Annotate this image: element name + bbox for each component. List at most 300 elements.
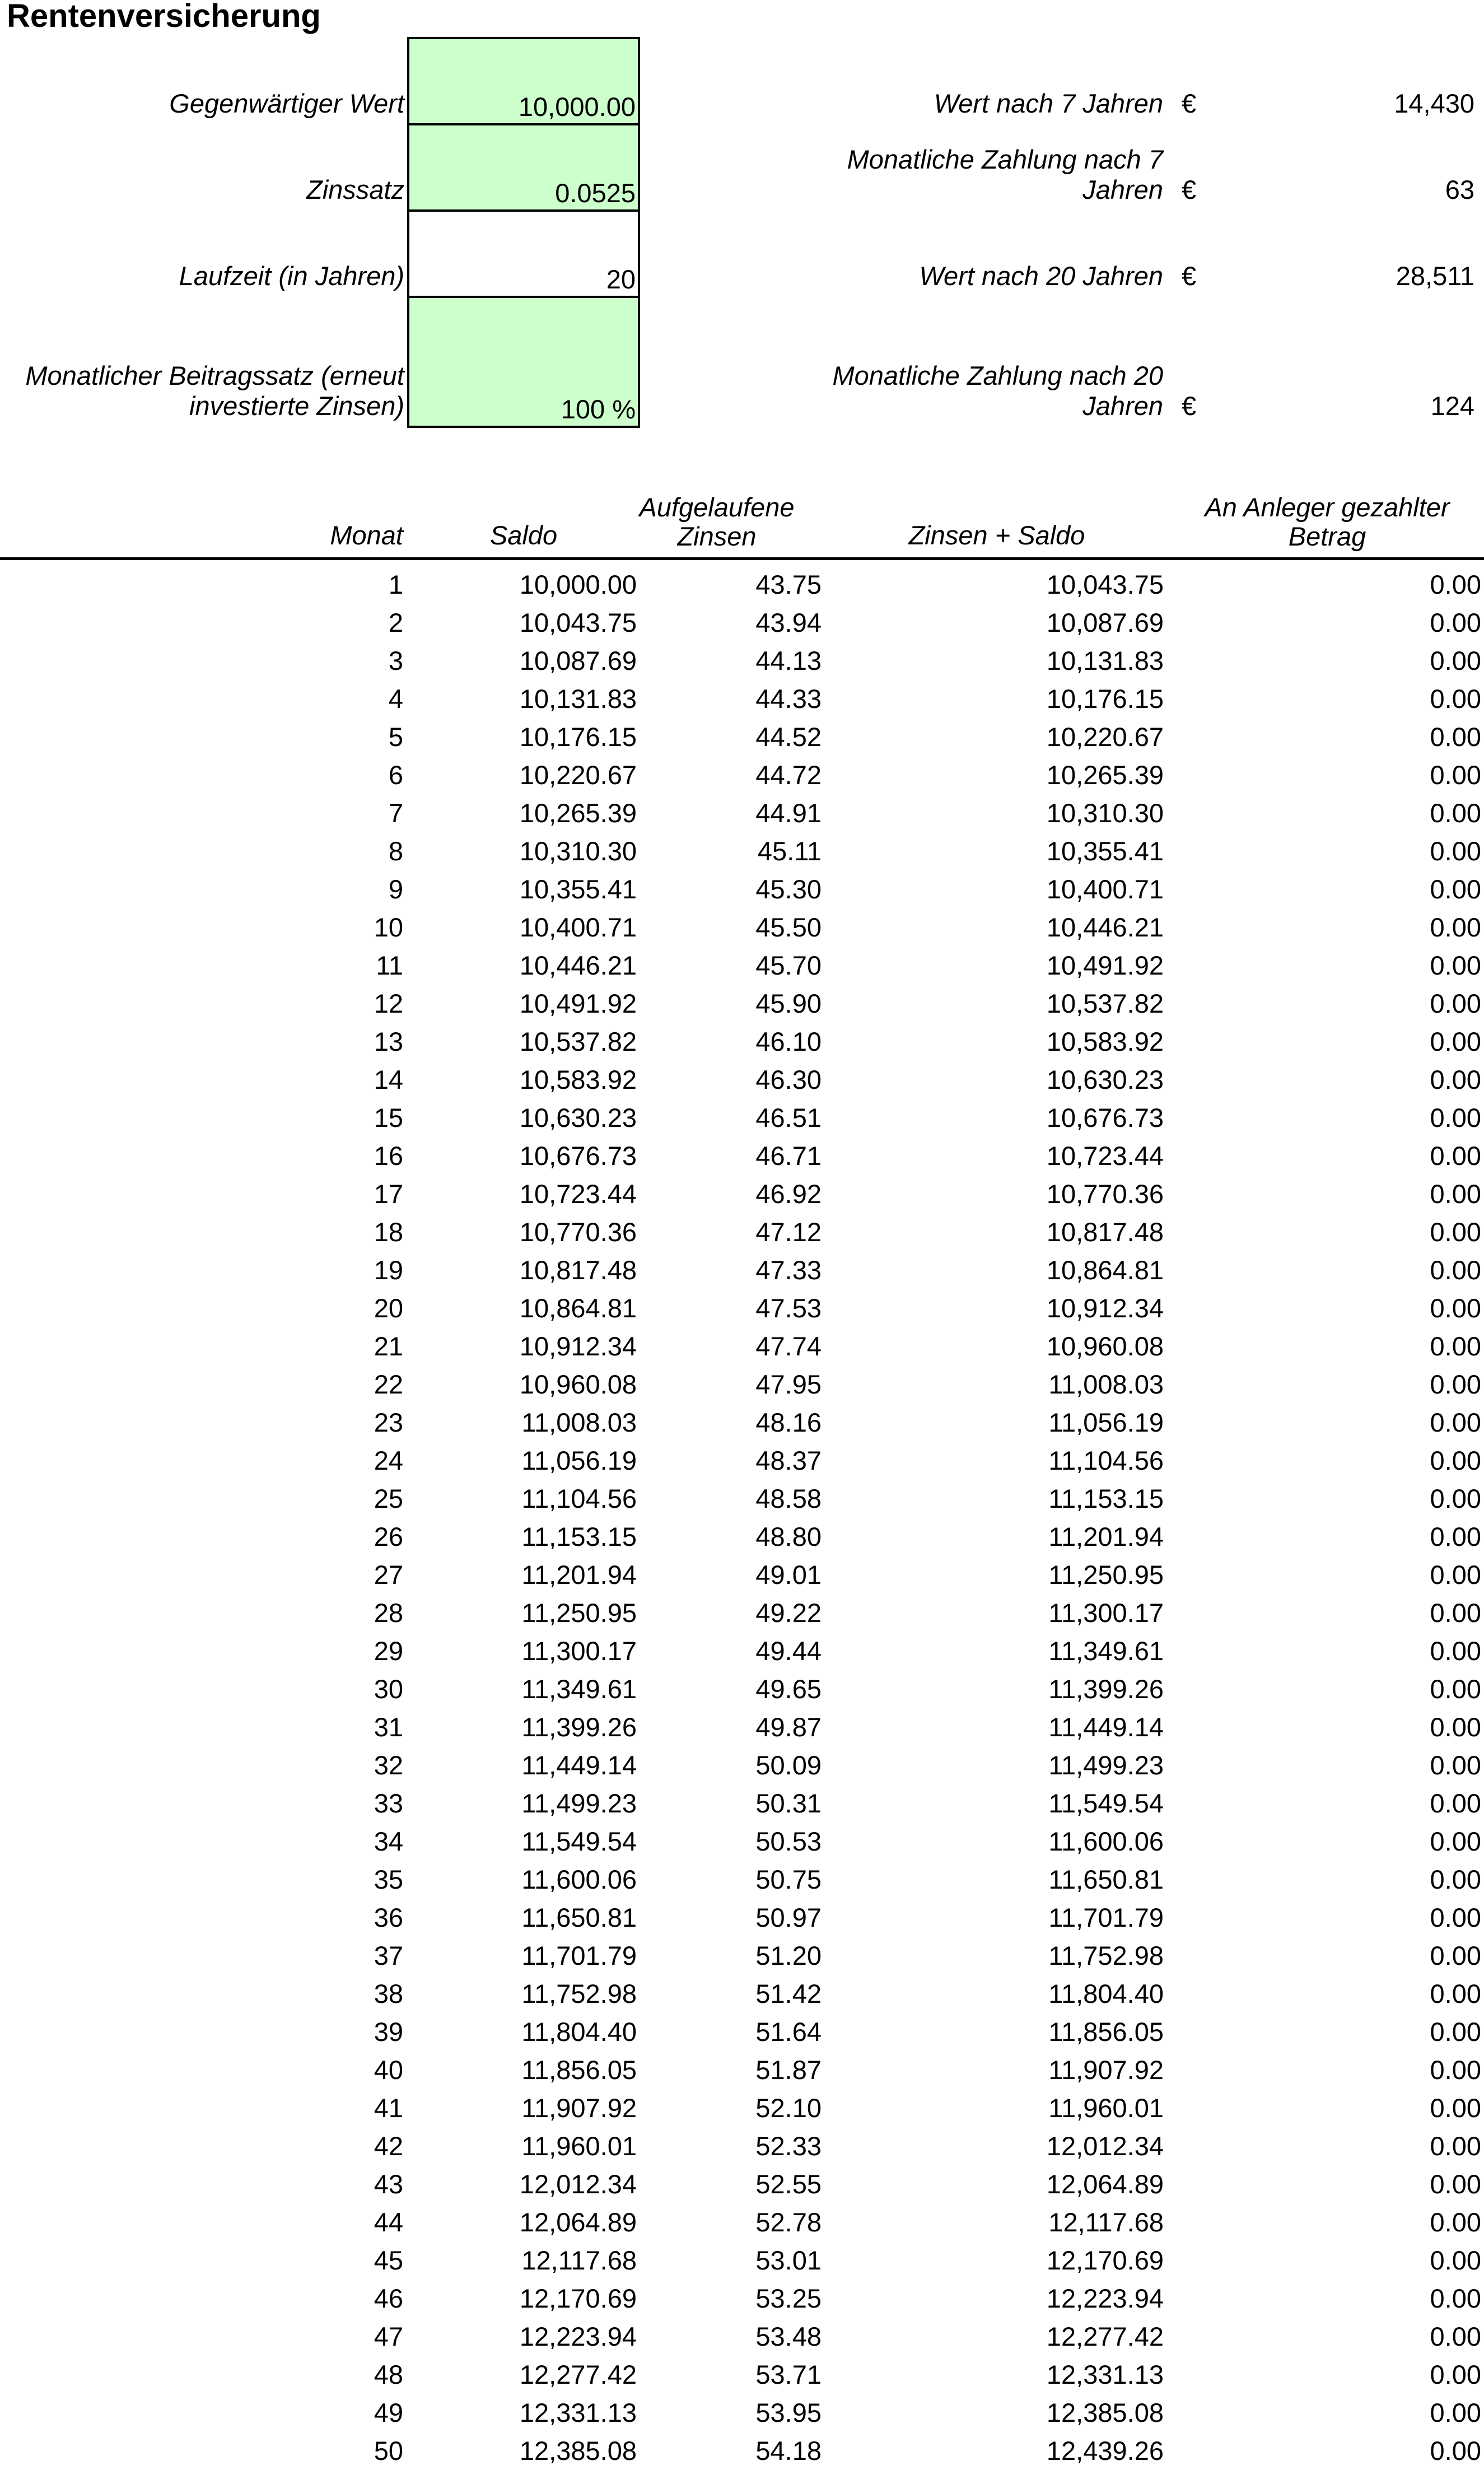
cell-paid-to-investor[interactable]: 0.00 bbox=[1430, 1826, 1481, 1856]
result-label-value-7y: Wert nach 7 Jahren bbox=[934, 88, 1163, 118]
cell-interest-plus-balance[interactable]: 10,310.30 bbox=[1046, 798, 1164, 828]
cell-accrued-interest[interactable]: 46.30 bbox=[755, 1065, 822, 1094]
cell-balance[interactable]: 11,449.14 bbox=[521, 1750, 637, 1780]
table-row bbox=[0, 1061, 1484, 1099]
cell-accrued-interest[interactable]: 53.95 bbox=[755, 2398, 822, 2427]
cell-balance[interactable]: 11,701.79 bbox=[521, 1941, 637, 1970]
result-label-payment-20y-line1: Monatliche Zahlung nach 20 bbox=[832, 361, 1163, 390]
cell-paid-to-investor[interactable]: 0.00 bbox=[1430, 836, 1481, 866]
table-row bbox=[0, 2432, 1484, 2470]
cell-interest-plus-balance[interactable]: 11,153.15 bbox=[1048, 1484, 1164, 1513]
cell-paid-to-investor[interactable]: 0.00 bbox=[1430, 1750, 1481, 1780]
cell-accrued-interest[interactable]: 45.70 bbox=[755, 950, 822, 980]
cell-interest-plus-balance[interactable]: 11,549.54 bbox=[1048, 1788, 1164, 1818]
cell-balance[interactable]: 10,537.82 bbox=[519, 1027, 637, 1056]
table-row bbox=[0, 1632, 1484, 1670]
cell-interest-plus-balance[interactable]: 11,449.14 bbox=[1048, 1712, 1164, 1742]
cell-paid-to-investor[interactable]: 0.00 bbox=[1430, 2360, 1481, 2389]
cell-interest-plus-balance[interactable]: 10,912.34 bbox=[1046, 1293, 1164, 1323]
cell-paid-to-investor[interactable]: 0.00 bbox=[1430, 1293, 1481, 1323]
cell-interest-plus-balance[interactable]: 10,723.44 bbox=[1046, 1141, 1164, 1171]
result-payment-20y: 124 bbox=[1430, 391, 1474, 421]
cell-paid-to-investor[interactable]: 0.00 bbox=[1430, 1331, 1481, 1361]
cell-month[interactable]: 16 bbox=[374, 1141, 403, 1171]
result-currency-payment-7y: € bbox=[1182, 175, 1197, 204]
cell-accrued-interest[interactable]: 46.92 bbox=[755, 1179, 822, 1209]
cell-paid-to-investor[interactable]: 0.00 bbox=[1430, 2055, 1481, 2085]
result-label-value-20y: Wert nach 20 Jahren bbox=[919, 261, 1163, 291]
cell-month[interactable]: 23 bbox=[374, 1408, 403, 1437]
cell-month[interactable]: 42 bbox=[374, 2131, 403, 2161]
cell-month[interactable]: 22 bbox=[374, 1369, 403, 1399]
table-row bbox=[0, 1213, 1484, 1251]
table-row bbox=[0, 1861, 1484, 1899]
cell-balance[interactable]: 10,960.08 bbox=[519, 1369, 637, 1399]
cell-accrued-interest[interactable]: 44.91 bbox=[755, 798, 822, 828]
cell-interest-plus-balance[interactable]: 11,201.94 bbox=[1048, 1522, 1164, 1551]
cell-paid-to-investor[interactable]: 0.00 bbox=[1430, 950, 1481, 980]
cell-interest-plus-balance[interactable]: 11,300.17 bbox=[1048, 1598, 1164, 1628]
cell-paid-to-investor[interactable]: 0.00 bbox=[1430, 1636, 1481, 1666]
sheet-title: Rentenversicherung bbox=[7, 0, 321, 34]
cell-month[interactable]: 49 bbox=[374, 2398, 403, 2427]
table-row bbox=[0, 566, 1484, 604]
cell-interest-plus-balance[interactable]: 10,265.39 bbox=[1046, 760, 1164, 790]
cell-interest-plus-balance[interactable]: 10,176.15 bbox=[1046, 684, 1164, 714]
cell-accrued-interest[interactable]: 53.25 bbox=[755, 2283, 822, 2313]
interest-rate-cell[interactable] bbox=[407, 123, 640, 212]
cell-balance[interactable]: 10,000.00 bbox=[519, 570, 637, 599]
cell-month[interactable]: 12 bbox=[374, 989, 403, 1018]
cell-paid-to-investor[interactable]: 0.00 bbox=[1430, 2169, 1481, 2199]
cell-month[interactable]: 24 bbox=[374, 1446, 403, 1475]
cell-month[interactable]: 2 bbox=[388, 608, 403, 637]
result-label-payment-7y bbox=[715, 145, 1163, 205]
cell-balance[interactable]: 11,856.05 bbox=[521, 2055, 637, 2085]
cell-paid-to-investor[interactable]: 0.00 bbox=[1430, 1979, 1481, 2008]
cell-paid-to-investor[interactable]: 0.00 bbox=[1430, 1788, 1481, 1818]
cell-paid-to-investor[interactable]: 0.00 bbox=[1430, 2436, 1481, 2466]
cell-balance[interactable]: 10,446.21 bbox=[519, 950, 637, 980]
cell-interest-plus-balance[interactable]: 12,223.94 bbox=[1046, 2283, 1164, 2313]
cell-accrued-interest[interactable]: 50.97 bbox=[755, 1903, 822, 1932]
header-paid-to-investor bbox=[1182, 493, 1473, 551]
cell-paid-to-investor[interactable]: 0.00 bbox=[1430, 1179, 1481, 1209]
cell-interest-plus-balance[interactable]: 10,491.92 bbox=[1046, 950, 1164, 980]
cell-accrued-interest[interactable]: 52.78 bbox=[755, 2207, 822, 2237]
cell-balance[interactable]: 11,250.95 bbox=[521, 1598, 637, 1628]
cell-balance[interactable]: 11,600.06 bbox=[521, 1865, 637, 1894]
cell-accrued-interest[interactable]: 45.50 bbox=[755, 912, 822, 942]
cell-month[interactable]: 50 bbox=[374, 2436, 403, 2466]
table-row bbox=[0, 2127, 1484, 2165]
cell-paid-to-investor[interactable]: 0.00 bbox=[1430, 1941, 1481, 1970]
cell-month[interactable]: 35 bbox=[374, 1865, 403, 1894]
cell-balance[interactable]: 10,583.92 bbox=[519, 1065, 637, 1094]
cell-interest-plus-balance[interactable]: 12,331.13 bbox=[1046, 2360, 1164, 2389]
table-row bbox=[0, 2280, 1484, 2318]
cell-paid-to-investor[interactable]: 0.00 bbox=[1430, 608, 1481, 637]
cell-balance[interactable]: 12,064.89 bbox=[519, 2207, 637, 2237]
cell-balance[interactable]: 11,752.98 bbox=[521, 1979, 637, 2008]
cell-month[interactable]: 3 bbox=[388, 646, 403, 675]
table-row bbox=[0, 1937, 1484, 1975]
table-row bbox=[0, 1556, 1484, 1594]
cell-interest-plus-balance[interactable]: 10,043.75 bbox=[1046, 570, 1164, 599]
cell-month[interactable]: 43 bbox=[374, 2169, 403, 2199]
cell-accrued-interest[interactable]: 53.48 bbox=[755, 2322, 822, 2351]
cell-accrued-interest[interactable]: 50.31 bbox=[755, 1788, 822, 1818]
cell-balance[interactable]: 12,331.13 bbox=[519, 2398, 637, 2427]
term-years-cell[interactable] bbox=[407, 209, 640, 298]
cell-paid-to-investor[interactable]: 0.00 bbox=[1430, 2093, 1481, 2123]
cell-month[interactable]: 25 bbox=[374, 1484, 403, 1513]
cell-interest-plus-balance[interactable]: 11,349.61 bbox=[1048, 1636, 1164, 1666]
cell-accrued-interest[interactable]: 43.75 bbox=[755, 570, 822, 599]
cell-paid-to-investor[interactable]: 0.00 bbox=[1430, 1103, 1481, 1133]
cell-paid-to-investor[interactable]: 0.00 bbox=[1430, 874, 1481, 904]
cell-interest-plus-balance[interactable]: 10,220.67 bbox=[1046, 722, 1164, 752]
cell-month[interactable]: 11 bbox=[376, 950, 403, 980]
cell-interest-plus-balance[interactable]: 11,701.79 bbox=[1048, 1903, 1164, 1932]
cell-accrued-interest[interactable]: 44.13 bbox=[755, 646, 822, 675]
result-label-payment-20y bbox=[715, 361, 1163, 421]
result-currency-value-7y: € bbox=[1182, 88, 1197, 118]
cell-interest-plus-balance[interactable]: 10,537.82 bbox=[1046, 989, 1164, 1018]
cell-interest-plus-balance[interactable]: 10,400.71 bbox=[1046, 874, 1164, 904]
cell-balance[interactable]: 11,549.54 bbox=[521, 1826, 637, 1856]
cell-interest-plus-balance[interactable]: 10,770.36 bbox=[1046, 1179, 1164, 1209]
cell-balance[interactable]: 11,650.81 bbox=[521, 1903, 637, 1932]
cell-interest-plus-balance[interactable]: 11,399.26 bbox=[1048, 1674, 1164, 1704]
cell-paid-to-investor[interactable]: 0.00 bbox=[1430, 570, 1481, 599]
table-row bbox=[0, 680, 1484, 718]
cell-paid-to-investor[interactable]: 0.00 bbox=[1430, 1560, 1481, 1590]
cell-paid-to-investor[interactable]: 0.00 bbox=[1430, 798, 1481, 828]
cell-balance[interactable]: 12,170.69 bbox=[519, 2283, 637, 2313]
cell-interest-plus-balance[interactable]: 11,499.23 bbox=[1048, 1750, 1164, 1780]
cell-month[interactable]: 45 bbox=[374, 2245, 403, 2275]
cell-balance[interactable]: 11,300.17 bbox=[521, 1636, 637, 1666]
cell-accrued-interest[interactable]: 47.33 bbox=[755, 1255, 822, 1285]
cell-accrued-interest[interactable]: 47.74 bbox=[755, 1331, 822, 1361]
cell-balance[interactable]: 10,864.81 bbox=[519, 1293, 637, 1323]
cell-interest-plus-balance[interactable]: 12,439.26 bbox=[1046, 2436, 1164, 2466]
cell-interest-plus-balance[interactable]: 11,907.92 bbox=[1048, 2055, 1164, 2085]
cell-interest-plus-balance[interactable]: 10,355.41 bbox=[1046, 836, 1164, 866]
cell-month[interactable]: 30 bbox=[374, 1674, 403, 1704]
cell-balance[interactable]: 12,012.34 bbox=[519, 2169, 637, 2199]
cell-paid-to-investor[interactable]: 0.00 bbox=[1430, 722, 1481, 752]
cell-month[interactable]: 21 bbox=[374, 1331, 403, 1361]
cell-accrued-interest[interactable]: 48.80 bbox=[755, 1522, 822, 1551]
cell-interest-plus-balance[interactable]: 10,583.92 bbox=[1046, 1027, 1164, 1056]
cell-accrued-interest[interactable]: 53.71 bbox=[755, 2360, 822, 2389]
table-row bbox=[0, 1899, 1484, 1937]
cell-month[interactable]: 5 bbox=[388, 722, 403, 752]
cell-month[interactable]: 13 bbox=[374, 1027, 403, 1056]
cell-month[interactable]: 40 bbox=[374, 2055, 403, 2085]
cell-month[interactable]: 47 bbox=[374, 2322, 403, 2351]
cell-month[interactable]: 8 bbox=[388, 836, 403, 866]
cell-month[interactable]: 7 bbox=[388, 798, 403, 828]
table-row bbox=[0, 870, 1484, 908]
cell-paid-to-investor[interactable]: 0.00 bbox=[1430, 2131, 1481, 2161]
cell-accrued-interest[interactable]: 49.22 bbox=[755, 1598, 822, 1628]
cell-interest-plus-balance[interactable]: 10,630.23 bbox=[1046, 1065, 1164, 1094]
cell-accrued-interest[interactable]: 46.10 bbox=[755, 1027, 822, 1056]
cell-balance[interactable]: 11,960.01 bbox=[521, 2131, 637, 2161]
cell-interest-plus-balance[interactable]: 11,856.05 bbox=[1048, 2017, 1164, 2047]
cell-interest-plus-balance[interactable]: 11,960.01 bbox=[1048, 2093, 1164, 2123]
cell-interest-plus-balance[interactable]: 11,650.81 bbox=[1048, 1865, 1164, 1894]
cell-balance[interactable]: 10,265.39 bbox=[519, 798, 637, 828]
cell-accrued-interest[interactable]: 47.12 bbox=[755, 1217, 822, 1247]
cell-month[interactable]: 28 bbox=[374, 1598, 403, 1628]
cell-month[interactable]: 46 bbox=[374, 2283, 403, 2313]
cell-balance[interactable]: 11,399.26 bbox=[521, 1712, 637, 1742]
cell-accrued-interest[interactable]: 51.20 bbox=[755, 1941, 822, 1970]
cell-interest-plus-balance[interactable]: 12,277.42 bbox=[1046, 2322, 1164, 2351]
header-accrued-interest-line2: Zinsen bbox=[677, 521, 757, 551]
result-currency-payment-20y: € bbox=[1182, 391, 1197, 421]
cell-balance[interactable]: 11,804.40 bbox=[521, 2017, 637, 2047]
cell-balance[interactable]: 11,499.23 bbox=[521, 1788, 637, 1818]
cell-month[interactable]: 6 bbox=[388, 760, 403, 790]
cell-paid-to-investor[interactable]: 0.00 bbox=[1430, 1446, 1481, 1475]
cell-month[interactable]: 27 bbox=[374, 1560, 403, 1590]
cell-month[interactable]: 10 bbox=[374, 912, 403, 942]
cell-accrued-interest[interactable]: 51.64 bbox=[755, 2017, 822, 2047]
cell-accrued-interest[interactable]: 51.42 bbox=[755, 1979, 822, 2008]
cell-balance[interactable]: 10,355.41 bbox=[519, 874, 637, 904]
cell-paid-to-investor[interactable]: 0.00 bbox=[1430, 1712, 1481, 1742]
cell-balance[interactable]: 10,723.44 bbox=[519, 1179, 637, 1209]
cell-interest-plus-balance[interactable]: 10,087.69 bbox=[1046, 608, 1164, 637]
cell-balance[interactable]: 10,491.92 bbox=[519, 989, 637, 1018]
cell-balance[interactable]: 10,043.75 bbox=[519, 608, 637, 637]
table-row bbox=[0, 1480, 1484, 1518]
cell-balance[interactable]: 10,912.34 bbox=[519, 1331, 637, 1361]
monthly-rate-cell[interactable] bbox=[407, 296, 640, 428]
cell-interest-plus-balance[interactable]: 11,104.56 bbox=[1048, 1446, 1164, 1475]
cell-month[interactable]: 19 bbox=[374, 1255, 403, 1285]
cell-month[interactable]: 37 bbox=[374, 1941, 403, 1970]
cell-month[interactable]: 34 bbox=[374, 1826, 403, 1856]
cell-month[interactable]: 48 bbox=[374, 2360, 403, 2389]
cell-month[interactable]: 18 bbox=[374, 1217, 403, 1247]
cell-balance[interactable]: 10,220.67 bbox=[519, 760, 637, 790]
cell-interest-plus-balance[interactable]: 10,131.83 bbox=[1046, 646, 1164, 675]
cell-paid-to-investor[interactable]: 0.00 bbox=[1430, 1065, 1481, 1094]
cell-balance[interactable]: 11,104.56 bbox=[521, 1484, 637, 1513]
table-row bbox=[0, 756, 1484, 794]
cell-interest-plus-balance[interactable]: 10,446.21 bbox=[1046, 912, 1164, 942]
cell-balance[interactable]: 10,131.83 bbox=[519, 684, 637, 714]
cell-paid-to-investor[interactable]: 0.00 bbox=[1430, 1598, 1481, 1628]
cell-month[interactable]: 4 bbox=[388, 684, 403, 714]
cell-accrued-interest[interactable]: 49.44 bbox=[755, 1636, 822, 1666]
cell-balance[interactable]: 12,385.08 bbox=[519, 2436, 637, 2466]
cell-accrued-interest[interactable]: 51.87 bbox=[755, 2055, 822, 2085]
cell-interest-plus-balance[interactable]: 11,752.98 bbox=[1048, 1941, 1164, 1970]
table-row bbox=[0, 1784, 1484, 1823]
cell-month[interactable]: 31 bbox=[374, 1712, 403, 1742]
cell-month[interactable]: 29 bbox=[374, 1636, 403, 1666]
cell-interest-plus-balance[interactable]: 12,012.34 bbox=[1046, 2131, 1164, 2161]
cell-paid-to-investor[interactable]: 0.00 bbox=[1430, 1255, 1481, 1285]
table-row bbox=[0, 1251, 1484, 1289]
table-row bbox=[0, 2203, 1484, 2241]
cell-accrued-interest[interactable]: 50.09 bbox=[755, 1750, 822, 1780]
cell-balance[interactable]: 12,117.68 bbox=[521, 2245, 637, 2275]
cell-paid-to-investor[interactable]: 0.00 bbox=[1430, 2245, 1481, 2275]
cell-accrued-interest[interactable]: 53.01 bbox=[755, 2245, 822, 2275]
cell-paid-to-investor[interactable]: 0.00 bbox=[1430, 989, 1481, 1018]
cell-interest-plus-balance[interactable]: 11,804.40 bbox=[1048, 1979, 1164, 2008]
cell-paid-to-investor[interactable]: 0.00 bbox=[1430, 1903, 1481, 1932]
cell-interest-plus-balance[interactable]: 11,056.19 bbox=[1048, 1408, 1164, 1437]
cell-balance[interactable]: 12,223.94 bbox=[519, 2322, 637, 2351]
table-row bbox=[0, 642, 1484, 680]
cell-month[interactable]: 44 bbox=[374, 2207, 403, 2237]
cell-balance[interactable]: 10,770.36 bbox=[519, 1217, 637, 1247]
cell-balance[interactable]: 12,277.42 bbox=[519, 2360, 637, 2389]
result-payment-7y: 63 bbox=[1445, 175, 1474, 204]
cell-paid-to-investor[interactable]: 0.00 bbox=[1430, 1369, 1481, 1399]
cell-paid-to-investor[interactable]: 0.00 bbox=[1430, 1027, 1481, 1056]
table-row bbox=[0, 1594, 1484, 1632]
table-row bbox=[0, 2051, 1484, 2089]
cell-interest-plus-balance[interactable]: 11,008.03 bbox=[1048, 1369, 1164, 1399]
table-row bbox=[0, 1366, 1484, 1404]
cell-paid-to-investor[interactable]: 0.00 bbox=[1430, 1522, 1481, 1551]
cell-month[interactable]: 33 bbox=[374, 1788, 403, 1818]
cell-month[interactable]: 1 bbox=[388, 570, 403, 599]
cell-accrued-interest[interactable]: 52.10 bbox=[755, 2093, 822, 2123]
cell-month[interactable]: 14 bbox=[374, 1065, 403, 1094]
cell-accrued-interest[interactable]: 45.30 bbox=[755, 874, 822, 904]
cell-interest-plus-balance[interactable]: 10,960.08 bbox=[1046, 1331, 1164, 1361]
cell-accrued-interest[interactable]: 48.58 bbox=[755, 1484, 822, 1513]
cell-month[interactable]: 26 bbox=[374, 1522, 403, 1551]
input-label-interest-rate: Zinssatz bbox=[306, 175, 404, 204]
cell-interest-plus-balance[interactable]: 12,385.08 bbox=[1046, 2398, 1164, 2427]
table-row bbox=[0, 1327, 1484, 1366]
cell-interest-plus-balance[interactable]: 11,600.06 bbox=[1048, 1826, 1164, 1856]
table-row bbox=[0, 908, 1484, 947]
cell-accrued-interest[interactable]: 50.75 bbox=[755, 1865, 822, 1894]
cell-interest-plus-balance[interactable]: 10,864.81 bbox=[1046, 1255, 1164, 1285]
cell-paid-to-investor[interactable]: 0.00 bbox=[1430, 1141, 1481, 1171]
cell-paid-to-investor[interactable]: 0.00 bbox=[1430, 912, 1481, 942]
cell-balance[interactable]: 11,349.61 bbox=[521, 1674, 637, 1704]
cell-month[interactable]: 9 bbox=[388, 874, 403, 904]
cell-accrued-interest[interactable]: 44.72 bbox=[755, 760, 822, 790]
cell-paid-to-investor[interactable]: 0.00 bbox=[1430, 1217, 1481, 1247]
table-row bbox=[0, 2356, 1484, 2394]
cell-paid-to-investor[interactable]: 0.00 bbox=[1430, 760, 1481, 790]
present-value-cell[interactable] bbox=[407, 37, 640, 125]
cell-interest-plus-balance[interactable]: 12,117.68 bbox=[1048, 2207, 1164, 2237]
cell-balance[interactable]: 11,907.92 bbox=[521, 2093, 637, 2123]
table-row bbox=[0, 2165, 1484, 2203]
cell-accrued-interest[interactable]: 49.87 bbox=[755, 1712, 822, 1742]
cell-accrued-interest[interactable]: 46.71 bbox=[755, 1141, 822, 1171]
cell-accrued-interest[interactable]: 49.01 bbox=[755, 1560, 822, 1590]
cell-interest-plus-balance[interactable]: 12,170.69 bbox=[1046, 2245, 1164, 2275]
cell-accrued-interest[interactable]: 46.51 bbox=[755, 1103, 822, 1133]
cell-accrued-interest[interactable]: 50.53 bbox=[755, 1826, 822, 1856]
header-rule bbox=[0, 557, 1484, 560]
cell-accrued-interest[interactable]: 47.95 bbox=[755, 1369, 822, 1399]
interest-rate-value: 0.0525 bbox=[555, 178, 636, 208]
cell-accrued-interest[interactable]: 44.52 bbox=[755, 722, 822, 752]
cell-paid-to-investor[interactable]: 0.00 bbox=[1430, 2322, 1481, 2351]
cell-month[interactable]: 36 bbox=[374, 1903, 403, 1932]
cell-accrued-interest[interactable]: 45.90 bbox=[755, 989, 822, 1018]
cell-interest-plus-balance[interactable]: 10,817.48 bbox=[1046, 1217, 1164, 1247]
cell-accrued-interest[interactable]: 48.37 bbox=[755, 1446, 822, 1475]
cell-paid-to-investor[interactable]: 0.00 bbox=[1430, 684, 1481, 714]
cell-accrued-interest[interactable]: 44.33 bbox=[755, 684, 822, 714]
cell-interest-plus-balance[interactable]: 10,676.73 bbox=[1046, 1103, 1164, 1133]
cell-month[interactable]: 15 bbox=[374, 1103, 403, 1133]
cell-balance[interactable]: 10,176.15 bbox=[519, 722, 637, 752]
cell-paid-to-investor[interactable]: 0.00 bbox=[1430, 646, 1481, 675]
cell-accrued-interest[interactable]: 49.65 bbox=[755, 1674, 822, 1704]
cell-month[interactable]: 41 bbox=[374, 2093, 403, 2123]
cell-month[interactable]: 39 bbox=[374, 2017, 403, 2047]
cell-interest-plus-balance[interactable]: 12,064.89 bbox=[1046, 2169, 1164, 2199]
cell-balance[interactable]: 11,056.19 bbox=[521, 1446, 637, 1475]
cell-accrued-interest[interactable]: 52.33 bbox=[755, 2131, 822, 2161]
cell-balance[interactable]: 10,310.30 bbox=[519, 836, 637, 866]
cell-paid-to-investor[interactable]: 0.00 bbox=[1430, 1484, 1481, 1513]
cell-accrued-interest[interactable]: 48.16 bbox=[755, 1408, 822, 1437]
cell-balance[interactable]: 10,400.71 bbox=[519, 912, 637, 942]
cell-balance[interactable]: 11,153.15 bbox=[521, 1522, 637, 1551]
result-label-payment-7y-line1: Monatliche Zahlung nach 7 bbox=[847, 145, 1163, 174]
cell-balance[interactable]: 10,630.23 bbox=[519, 1103, 637, 1133]
cell-paid-to-investor[interactable]: 0.00 bbox=[1430, 2017, 1481, 2047]
cell-balance[interactable]: 10,087.69 bbox=[519, 646, 637, 675]
cell-accrued-interest[interactable]: 52.55 bbox=[755, 2169, 822, 2199]
cell-accrued-interest[interactable]: 47.53 bbox=[755, 1293, 822, 1323]
table-row bbox=[0, 2241, 1484, 2280]
cell-accrued-interest[interactable]: 45.11 bbox=[757, 836, 822, 866]
cell-month[interactable]: 17 bbox=[374, 1179, 403, 1209]
cell-balance[interactable]: 11,201.94 bbox=[521, 1560, 637, 1590]
cell-paid-to-investor[interactable]: 0.00 bbox=[1430, 1865, 1481, 1894]
cell-accrued-interest[interactable]: 43.94 bbox=[755, 608, 822, 637]
table-row bbox=[0, 1175, 1484, 1213]
cell-paid-to-investor[interactable]: 0.00 bbox=[1430, 2283, 1481, 2313]
cell-paid-to-investor[interactable]: 0.00 bbox=[1430, 1408, 1481, 1437]
cell-balance[interactable]: 11,008.03 bbox=[521, 1408, 637, 1437]
cell-accrued-interest[interactable]: 54.18 bbox=[755, 2436, 822, 2466]
cell-paid-to-investor[interactable]: 0.00 bbox=[1430, 2398, 1481, 2427]
cell-paid-to-investor[interactable]: 0.00 bbox=[1430, 1674, 1481, 1704]
cell-balance[interactable]: 10,817.48 bbox=[519, 1255, 637, 1285]
cell-month[interactable]: 32 bbox=[374, 1750, 403, 1780]
cell-month[interactable]: 38 bbox=[374, 1979, 403, 2008]
cell-balance[interactable]: 10,676.73 bbox=[519, 1141, 637, 1171]
cell-paid-to-investor[interactable]: 0.00 bbox=[1430, 2207, 1481, 2237]
header-paid-to-investor-line1: An Anleger gezahlter bbox=[1205, 492, 1450, 522]
cell-month[interactable]: 20 bbox=[374, 1293, 403, 1323]
cell-interest-plus-balance[interactable]: 11,250.95 bbox=[1048, 1560, 1164, 1590]
